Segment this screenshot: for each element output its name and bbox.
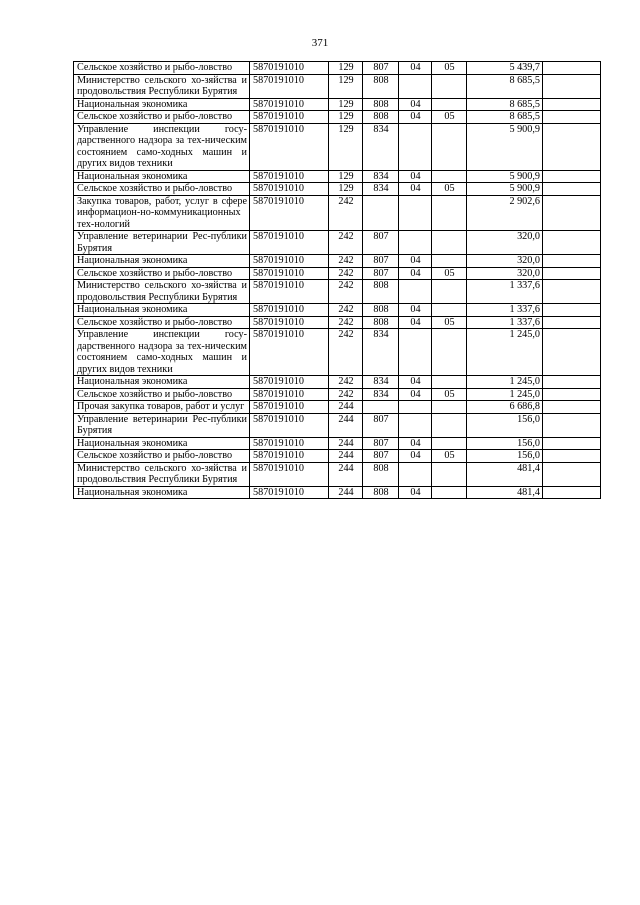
expense-type-cell: 242 bbox=[329, 195, 363, 231]
target-code-cell: 5870191010 bbox=[250, 62, 329, 75]
ministry-code-cell bbox=[363, 195, 399, 231]
empty-cell bbox=[543, 98, 601, 111]
ministry-code-cell bbox=[363, 401, 399, 414]
amount-cell: 1 245,0 bbox=[467, 388, 543, 401]
table-row bbox=[74, 280, 601, 304]
expense-name-cell: Управление инспекции госу-дарственного надзора за тех-ническим состоянием само-ходных машин и других видов техники bbox=[74, 329, 250, 376]
expense-type-cell: 242 bbox=[329, 316, 363, 329]
subsection-cell bbox=[432, 437, 467, 450]
ministry-code-cell: 808 bbox=[363, 462, 399, 486]
expense-name-cell: Закупка товаров, работ, услуг в сфере информацион-но-коммуникационных тех-нологий bbox=[74, 195, 250, 231]
empty-cell bbox=[543, 255, 601, 268]
subsection-cell bbox=[432, 231, 467, 255]
expense-type-cell: 244 bbox=[329, 450, 363, 463]
amount-cell: 156,0 bbox=[467, 437, 543, 450]
expense-name-cell: Национальная экономика bbox=[74, 376, 250, 389]
subsection-cell bbox=[432, 486, 467, 499]
amount-cell: 5 439,7 bbox=[467, 62, 543, 75]
expense-name-cell: Сельское хозяйство и рыбо-ловство bbox=[74, 316, 250, 329]
expense-type-cell: 244 bbox=[329, 462, 363, 486]
section-cell: 04 bbox=[399, 255, 432, 268]
section-cell: 04 bbox=[399, 304, 432, 317]
expense-name-cell: Национальная экономика bbox=[74, 304, 250, 317]
ministry-code-cell: 807 bbox=[363, 413, 399, 437]
table-row bbox=[74, 195, 601, 231]
section-cell: 04 bbox=[399, 111, 432, 124]
table-row bbox=[74, 62, 601, 75]
ministry-code-cell: 808 bbox=[363, 316, 399, 329]
subsection-cell: 05 bbox=[432, 388, 467, 401]
subsection-cell: 05 bbox=[432, 183, 467, 196]
ministry-code-cell: 807 bbox=[363, 267, 399, 280]
subsection-cell bbox=[432, 74, 467, 98]
amount-cell: 156,0 bbox=[467, 413, 543, 437]
table-row bbox=[74, 74, 601, 98]
target-code-cell: 5870191010 bbox=[250, 280, 329, 304]
subsection-cell bbox=[432, 170, 467, 183]
section-cell: 04 bbox=[399, 450, 432, 463]
amount-cell: 5 900,9 bbox=[467, 183, 543, 196]
expense-type-cell: 244 bbox=[329, 413, 363, 437]
amount-cell: 8 685,5 bbox=[467, 111, 543, 124]
section-cell: 04 bbox=[399, 376, 432, 389]
ministry-code-cell: 808 bbox=[363, 111, 399, 124]
expense-name-cell: Национальная экономика bbox=[74, 98, 250, 111]
expense-type-cell: 129 bbox=[329, 170, 363, 183]
subsection-cell: 05 bbox=[432, 267, 467, 280]
amount-cell: 1 337,6 bbox=[467, 304, 543, 317]
amount-cell: 320,0 bbox=[467, 231, 543, 255]
subsection-cell bbox=[432, 98, 467, 111]
section-cell: 04 bbox=[399, 183, 432, 196]
table-row bbox=[74, 255, 601, 268]
amount-cell: 481,4 bbox=[467, 486, 543, 499]
amount-cell: 1 337,6 bbox=[467, 280, 543, 304]
table-row bbox=[74, 376, 601, 389]
expense-name-cell: Управление ветеринарии Рес-публики Бурятия bbox=[74, 413, 250, 437]
section-cell bbox=[399, 413, 432, 437]
empty-cell bbox=[543, 316, 601, 329]
table-row bbox=[74, 486, 601, 499]
section-cell bbox=[399, 401, 432, 414]
section-cell bbox=[399, 123, 432, 170]
subsection-cell: 05 bbox=[432, 111, 467, 124]
table-row bbox=[74, 401, 601, 414]
table-row bbox=[74, 170, 601, 183]
amount-cell: 1 245,0 bbox=[467, 329, 543, 376]
subsection-cell bbox=[432, 376, 467, 389]
ministry-code-cell: 834 bbox=[363, 376, 399, 389]
section-cell: 04 bbox=[399, 267, 432, 280]
subsection-cell bbox=[432, 304, 467, 317]
empty-cell bbox=[543, 183, 601, 196]
expense-type-cell: 244 bbox=[329, 437, 363, 450]
table-row bbox=[74, 183, 601, 196]
target-code-cell: 5870191010 bbox=[250, 450, 329, 463]
expense-name-cell: Управление ветеринарии Рес-публики Бурятия bbox=[74, 231, 250, 255]
ministry-code-cell: 834 bbox=[363, 123, 399, 170]
ministry-code-cell: 808 bbox=[363, 98, 399, 111]
expense-type-cell: 244 bbox=[329, 486, 363, 499]
target-code-cell: 5870191010 bbox=[250, 74, 329, 98]
target-code-cell: 5870191010 bbox=[250, 388, 329, 401]
target-code-cell: 5870191010 bbox=[250, 413, 329, 437]
section-cell: 04 bbox=[399, 388, 432, 401]
ministry-code-cell: 807 bbox=[363, 450, 399, 463]
expense-type-cell: 242 bbox=[329, 280, 363, 304]
section-cell: 04 bbox=[399, 62, 432, 75]
expense-type-cell: 244 bbox=[329, 401, 363, 414]
empty-cell bbox=[543, 170, 601, 183]
expense-type-cell: 242 bbox=[329, 388, 363, 401]
amount-cell: 1 245,0 bbox=[467, 376, 543, 389]
expense-name-cell: Национальная экономика bbox=[74, 170, 250, 183]
ministry-code-cell: 834 bbox=[363, 329, 399, 376]
expense-type-cell: 129 bbox=[329, 183, 363, 196]
expense-name-cell: Сельское хозяйство и рыбо-ловство bbox=[74, 450, 250, 463]
ministry-code-cell: 808 bbox=[363, 486, 399, 499]
expense-name-cell: Национальная экономика bbox=[74, 437, 250, 450]
section-cell: 04 bbox=[399, 170, 432, 183]
expense-type-cell: 242 bbox=[329, 329, 363, 376]
target-code-cell: 5870191010 bbox=[250, 437, 329, 450]
expense-type-cell: 242 bbox=[329, 267, 363, 280]
amount-cell: 481,4 bbox=[467, 462, 543, 486]
amount-cell: 6 686,8 bbox=[467, 401, 543, 414]
empty-cell bbox=[543, 437, 601, 450]
target-code-cell: 5870191010 bbox=[250, 231, 329, 255]
amount-cell: 2 902,6 bbox=[467, 195, 543, 231]
section-cell bbox=[399, 195, 432, 231]
section-cell: 04 bbox=[399, 437, 432, 450]
section-cell: 04 bbox=[399, 316, 432, 329]
empty-cell bbox=[543, 462, 601, 486]
ministry-code-cell: 807 bbox=[363, 255, 399, 268]
subsection-cell bbox=[432, 195, 467, 231]
target-code-cell: 5870191010 bbox=[250, 376, 329, 389]
target-code-cell: 5870191010 bbox=[250, 98, 329, 111]
expense-type-cell: 129 bbox=[329, 98, 363, 111]
expense-name-cell: Национальная экономика bbox=[74, 486, 250, 499]
empty-cell bbox=[543, 486, 601, 499]
section-cell: 04 bbox=[399, 486, 432, 499]
section-cell bbox=[399, 462, 432, 486]
page-number: 371 bbox=[311, 37, 329, 49]
expense-name-cell: Прочая закупка товаров, работ и услуг bbox=[74, 401, 250, 414]
section-cell: 04 bbox=[399, 98, 432, 111]
expense-type-cell: 129 bbox=[329, 123, 363, 170]
empty-cell bbox=[543, 388, 601, 401]
subsection-cell bbox=[432, 401, 467, 414]
target-code-cell: 5870191010 bbox=[250, 170, 329, 183]
ministry-code-cell: 808 bbox=[363, 304, 399, 317]
amount-cell: 5 900,9 bbox=[467, 170, 543, 183]
empty-cell bbox=[543, 450, 601, 463]
budget-table bbox=[73, 61, 601, 499]
empty-cell bbox=[543, 195, 601, 231]
target-code-cell: 5870191010 bbox=[250, 486, 329, 499]
table-row bbox=[74, 462, 601, 486]
empty-cell bbox=[543, 329, 601, 376]
table-row bbox=[74, 316, 601, 329]
ministry-code-cell: 808 bbox=[363, 280, 399, 304]
amount-cell: 156,0 bbox=[467, 450, 543, 463]
subsection-cell bbox=[432, 413, 467, 437]
target-code-cell: 5870191010 bbox=[250, 195, 329, 231]
table-row bbox=[74, 123, 601, 170]
expense-name-cell: Национальная экономика bbox=[74, 255, 250, 268]
amount-cell: 1 337,6 bbox=[467, 316, 543, 329]
expense-type-cell: 129 bbox=[329, 111, 363, 124]
table-row bbox=[74, 437, 601, 450]
empty-cell bbox=[543, 62, 601, 75]
empty-cell bbox=[543, 267, 601, 280]
target-code-cell: 5870191010 bbox=[250, 329, 329, 376]
ministry-code-cell: 807 bbox=[363, 62, 399, 75]
section-cell bbox=[399, 231, 432, 255]
amount-cell: 5 900,9 bbox=[467, 123, 543, 170]
empty-cell bbox=[543, 304, 601, 317]
empty-cell bbox=[543, 74, 601, 98]
ministry-code-cell: 834 bbox=[363, 170, 399, 183]
expense-name-cell: Сельское хозяйство и рыбо-ловство bbox=[74, 111, 250, 124]
section-cell bbox=[399, 74, 432, 98]
expense-type-cell: 242 bbox=[329, 376, 363, 389]
empty-cell bbox=[543, 123, 601, 170]
ministry-code-cell: 807 bbox=[363, 231, 399, 255]
target-code-cell: 5870191010 bbox=[250, 304, 329, 317]
expense-type-cell: 242 bbox=[329, 255, 363, 268]
empty-cell bbox=[543, 413, 601, 437]
budget-table-body bbox=[74, 62, 601, 499]
table-row bbox=[74, 388, 601, 401]
empty-cell bbox=[543, 231, 601, 255]
subsection-cell: 05 bbox=[432, 450, 467, 463]
target-code-cell: 5870191010 bbox=[250, 462, 329, 486]
expense-name-cell: Сельское хозяйство и рыбо-ловство bbox=[74, 62, 250, 75]
expense-type-cell: 129 bbox=[329, 74, 363, 98]
empty-cell bbox=[543, 376, 601, 389]
expense-name-cell: Сельское хозяйство и рыбо-ловство bbox=[74, 183, 250, 196]
empty-cell bbox=[543, 401, 601, 414]
expense-type-cell: 242 bbox=[329, 304, 363, 317]
empty-cell bbox=[543, 280, 601, 304]
amount-cell: 320,0 bbox=[467, 267, 543, 280]
ministry-code-cell: 807 bbox=[363, 437, 399, 450]
target-code-cell: 5870191010 bbox=[250, 111, 329, 124]
empty-cell bbox=[543, 111, 601, 124]
ministry-code-cell: 834 bbox=[363, 183, 399, 196]
subsection-cell bbox=[432, 462, 467, 486]
amount-cell: 320,0 bbox=[467, 255, 543, 268]
expense-type-cell: 129 bbox=[329, 62, 363, 75]
target-code-cell: 5870191010 bbox=[250, 401, 329, 414]
amount-cell: 8 685,5 bbox=[467, 98, 543, 111]
target-code-cell: 5870191010 bbox=[250, 267, 329, 280]
table-row bbox=[74, 231, 601, 255]
target-code-cell: 5870191010 bbox=[250, 123, 329, 170]
target-code-cell: 5870191010 bbox=[250, 316, 329, 329]
subsection-cell: 05 bbox=[432, 62, 467, 75]
table-row bbox=[74, 304, 601, 317]
expense-name-cell: Министерство сельского хо-зяйства и продовольствия Республики Бурятия bbox=[74, 280, 250, 304]
table-row bbox=[74, 450, 601, 463]
table-row bbox=[74, 329, 601, 376]
table-row bbox=[74, 111, 601, 124]
subsection-cell bbox=[432, 255, 467, 268]
target-code-cell: 5870191010 bbox=[250, 255, 329, 268]
ministry-code-cell: 834 bbox=[363, 388, 399, 401]
expense-name-cell: Министерство сельского хо-зяйства и продовольствия Республики Бурятия bbox=[74, 74, 250, 98]
subsection-cell: 05 bbox=[432, 316, 467, 329]
ministry-code-cell: 808 bbox=[363, 74, 399, 98]
expense-type-cell: 242 bbox=[329, 231, 363, 255]
section-cell bbox=[399, 329, 432, 376]
subsection-cell bbox=[432, 123, 467, 170]
expense-name-cell: Министерство сельского хо-зяйства и продовольствия Республики Бурятия bbox=[74, 462, 250, 486]
table-row bbox=[74, 413, 601, 437]
table-row bbox=[74, 267, 601, 280]
expense-name-cell: Сельское хозяйство и рыбо-ловство bbox=[74, 388, 250, 401]
section-cell bbox=[399, 280, 432, 304]
expense-name-cell: Сельское хозяйство и рыбо-ловство bbox=[74, 267, 250, 280]
table-row bbox=[74, 98, 601, 111]
target-code-cell: 5870191010 bbox=[250, 183, 329, 196]
subsection-cell bbox=[432, 329, 467, 376]
expense-name-cell: Управление инспекции госу-дарственного надзора за тех-ническим состоянием само-ходных машин и других видов техники bbox=[74, 123, 250, 170]
subsection-cell bbox=[432, 280, 467, 304]
amount-cell: 8 685,5 bbox=[467, 74, 543, 98]
